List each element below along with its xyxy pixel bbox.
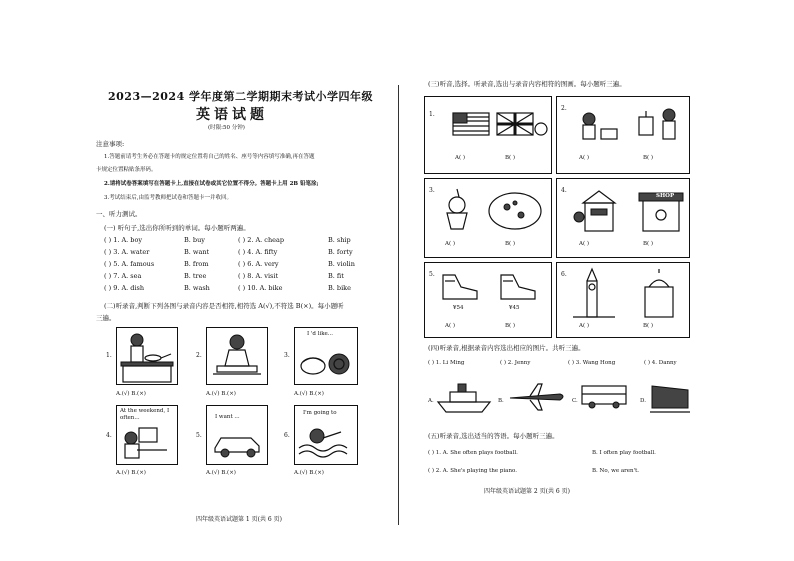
item-text: ( ) 9. A. dish bbox=[104, 284, 145, 292]
ship-icon bbox=[436, 380, 492, 416]
question-box-4 bbox=[556, 178, 690, 258]
option-a: A( ) bbox=[445, 241, 456, 247]
item-row bbox=[104, 272, 374, 284]
option-b: B( ) bbox=[643, 241, 654, 247]
page-divider bbox=[398, 85, 399, 525]
question-box-5 bbox=[424, 262, 552, 338]
exam-time: (时限:50 分钟) bbox=[208, 125, 245, 131]
right-page bbox=[420, 0, 720, 561]
item-text: ( ) 8. A. visit bbox=[238, 272, 279, 280]
option-label: C. bbox=[572, 398, 578, 404]
item-row bbox=[104, 260, 374, 272]
item-text: ( ) 10. A. bike bbox=[238, 284, 283, 292]
notice-line-2: 卡规定位置粘贴条形码。 bbox=[96, 167, 157, 173]
option-label: A. bbox=[428, 398, 434, 404]
pic-number: 4. bbox=[106, 432, 112, 439]
section-four-names bbox=[428, 360, 718, 370]
notice-line-4: 3.考试结束后,由监考教师把试卷和答题卡一并收回。 bbox=[104, 195, 232, 201]
item-text: B. violin bbox=[328, 260, 355, 268]
pic-choice: A.(√) B.(×) bbox=[206, 391, 236, 397]
speech-text: I 'd like... bbox=[307, 331, 334, 337]
question-box-6 bbox=[556, 262, 690, 338]
option-b: B( ) bbox=[505, 241, 516, 247]
airplane-icon bbox=[508, 382, 566, 412]
pic-number: 6. bbox=[284, 432, 290, 439]
option-a: A( ) bbox=[579, 241, 590, 247]
option-b: B( ) bbox=[643, 323, 654, 329]
section-two-heading: (二)听录音,判断下列各图与录音内容是否相符,相符选 A(√),不符选 B(×)。每小题听 bbox=[104, 302, 344, 310]
answer-item: ( ) 2. A. She's playing the piano. bbox=[428, 468, 517, 474]
item-text: ( ) 3. A. water bbox=[104, 248, 150, 256]
box-number: 5. bbox=[429, 271, 435, 278]
picture-going-to bbox=[294, 405, 358, 465]
notice-heading: 注意事项: bbox=[96, 140, 125, 148]
buildings-illustration bbox=[565, 183, 687, 237]
option-b: B( ) bbox=[505, 155, 516, 161]
item-text: B. fit bbox=[328, 272, 344, 280]
item-row bbox=[104, 248, 374, 260]
answer-item: B. I often play football. bbox=[592, 450, 656, 456]
box-number: 1. bbox=[429, 111, 435, 118]
washing-illustration bbox=[207, 328, 267, 384]
speech-text: I'm going to bbox=[303, 410, 337, 416]
landmarks-illustration bbox=[565, 267, 687, 319]
item-row bbox=[104, 236, 374, 248]
section-one-items bbox=[104, 236, 374, 296]
picture-want bbox=[206, 405, 268, 465]
option-label: D. bbox=[640, 398, 646, 404]
box-number: 3. bbox=[429, 187, 435, 194]
picture-weekend bbox=[116, 405, 178, 465]
option-a: A( ) bbox=[579, 155, 590, 161]
flags-illustration bbox=[449, 107, 549, 147]
section-one-heading: (一) 听句子,选出你所听到的单词。每小题听两遍。 bbox=[104, 224, 250, 232]
sneakers-illustration bbox=[433, 269, 549, 303]
pic-number: 5. bbox=[196, 432, 202, 439]
section-five-heading: (五)听录音,选出适当的答语。每小题听三遍。 bbox=[428, 432, 559, 440]
item-text: ( ) 2. A. cheap bbox=[238, 236, 285, 244]
answer-item: B. No, we aren't. bbox=[592, 468, 640, 474]
price-a: ¥54 bbox=[453, 305, 464, 311]
box-number: 6. bbox=[561, 271, 567, 278]
option-b: B( ) bbox=[505, 323, 516, 329]
item-row bbox=[104, 284, 374, 296]
picture-food bbox=[294, 327, 358, 385]
item-text: B. want bbox=[184, 248, 210, 256]
item-text: B. forty bbox=[328, 248, 353, 256]
price-b: ¥45 bbox=[509, 305, 520, 311]
item-text: ( ) 1. A. boy bbox=[104, 236, 143, 244]
left-page bbox=[96, 0, 376, 561]
exam-subtitle: 英语试题 bbox=[196, 107, 268, 123]
section-two-heading-cont: 三遍。 bbox=[96, 314, 116, 322]
item-text: ( ) 7. A. sea bbox=[104, 272, 142, 280]
name-item: ( ) 4. Danny bbox=[644, 360, 677, 366]
speech-text: At the weekend, I often... bbox=[120, 408, 170, 421]
cupcake-pizza-illustration bbox=[435, 185, 547, 237]
item-text: ( ) 6. A. very bbox=[238, 260, 279, 268]
speech-text: I want ... bbox=[215, 414, 240, 420]
people-illustration bbox=[567, 103, 687, 149]
name-item: ( ) 3. Wang Hong bbox=[568, 360, 616, 366]
picture-cooking bbox=[116, 327, 178, 385]
section-three-heading: (三)听音,选择。听录音,选出与录音内容相符的图画。每小题听三遍。 bbox=[428, 80, 626, 88]
picture-washing bbox=[206, 327, 268, 385]
page-footer: 四年级英语试题第 2 页(共 6 页) bbox=[484, 488, 570, 495]
item-text: B. buy bbox=[184, 236, 205, 244]
pic-number: 1. bbox=[106, 352, 112, 359]
name-item: ( ) 1. Li Ming bbox=[428, 360, 465, 366]
cooking-illustration bbox=[117, 328, 177, 384]
question-box-1 bbox=[424, 96, 552, 174]
page-footer: 四年级英语试题第 1 页(共 6 页) bbox=[196, 516, 282, 523]
bus-icon bbox=[580, 384, 628, 410]
train-icon bbox=[648, 380, 692, 414]
shop-sign: SHOP bbox=[656, 193, 675, 199]
item-text: B. from bbox=[184, 260, 209, 268]
option-a: A( ) bbox=[445, 323, 456, 329]
pic-choice: A.(√) B.(×) bbox=[294, 391, 324, 397]
name-item: ( ) 2. Jenny bbox=[500, 360, 531, 366]
pic-number: 2. bbox=[196, 352, 202, 359]
option-a: A( ) bbox=[455, 155, 466, 161]
notice-line-3: 2.请将试卷答案填写在答题卡上,直接在试卷或其它位置不得分。答题卡上用 2B 铅笔涂; bbox=[104, 181, 319, 187]
pic-number: 3. bbox=[284, 352, 290, 359]
item-text: B. tree bbox=[184, 272, 207, 280]
option-a: A( ) bbox=[579, 323, 590, 329]
box-number: 4. bbox=[561, 187, 567, 194]
item-text: B. ship bbox=[328, 236, 351, 244]
part-one-heading: 一、听力测试。 bbox=[96, 210, 142, 218]
item-text: B. bike bbox=[328, 284, 351, 292]
answer-item: ( ) 1. A. She often plays football. bbox=[428, 450, 518, 456]
item-text: ( ) 4. A. fifty bbox=[238, 248, 278, 256]
section-four-heading: (四)听录音,根据录音内容选出相应的图片。共听三遍。 bbox=[428, 344, 585, 352]
option-b: B( ) bbox=[643, 155, 654, 161]
pic-choice: A.(√) B.(×) bbox=[206, 470, 236, 476]
exam-title: 2023—2024 学年度第二学期期末考试小学四年级 bbox=[108, 90, 374, 103]
question-box-3 bbox=[424, 178, 552, 258]
option-label: B. bbox=[498, 398, 504, 404]
item-text: B. wash bbox=[184, 284, 210, 292]
notice-line-1: 1.答题前请考生务必在答题卡的规定位置将自己的姓名、座号等内容填写准确,再在答题 bbox=[104, 154, 315, 160]
question-box-2 bbox=[556, 96, 690, 174]
pic-choice: A.(√) B.(×) bbox=[116, 470, 146, 476]
box-number: 2. bbox=[561, 105, 567, 112]
item-text: ( ) 5. A. famous bbox=[104, 260, 155, 268]
pic-choice: A.(√) B.(×) bbox=[116, 391, 146, 397]
pic-choice: A.(√) B.(×) bbox=[294, 470, 324, 476]
